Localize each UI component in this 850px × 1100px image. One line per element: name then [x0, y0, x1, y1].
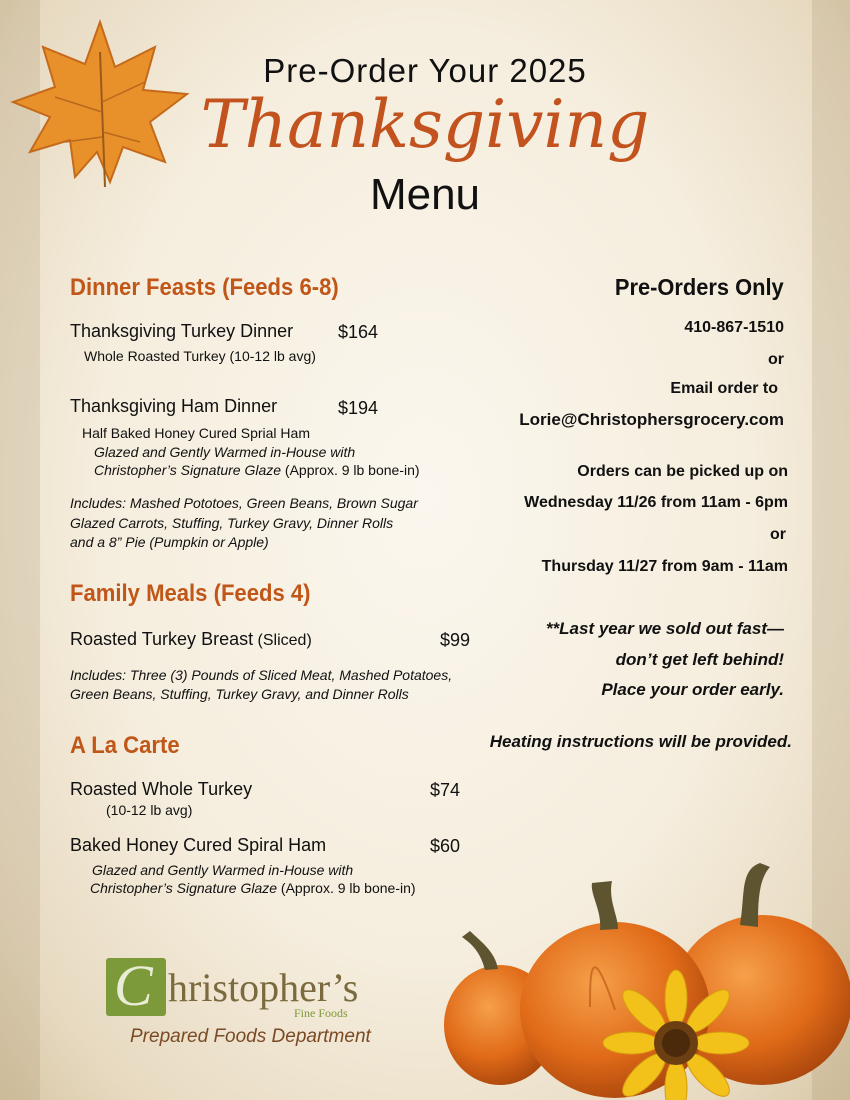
header-menu-line: Menu	[369, 170, 481, 219]
spiral-ham-desc2	[90, 879, 416, 897]
family-meals-heading: Family Meals (Feeds 4)	[70, 580, 311, 607]
turkey-dinner-desc: Whole Roasted Turkey (10-12 lb avg)	[84, 348, 316, 364]
preorders-heading: Pre-Orders Only	[615, 274, 784, 300]
dinner-feasts-heading: Dinner Feasts (Feeds 6-8)	[70, 274, 339, 301]
ham-dinner-desc3	[94, 461, 420, 479]
dinner-includes-line1: Includes: Mashed Pototoes, Green Beans, Brown Sugar	[70, 495, 418, 511]
turkey-dinner-name: Thanksgiving Turkey Dinner	[70, 321, 294, 341]
dinner-includes-line3: and a 8” Pie (Pumpkin or Apple)	[70, 534, 269, 550]
turkey-breast-label: Roasted Turkey Breast	[70, 629, 254, 649]
ham-dinner-desc1: Half Baked Honey Cured Sprial Ham	[82, 425, 310, 441]
spiral-ham-desc1: Glazed and Gently Warmed in-House with	[92, 862, 354, 878]
dinner-includes-line2: Glazed Carrots, Stuffing, Turkey Gravy, Dinner Rolls	[70, 515, 394, 531]
whole-turkey-desc: (10-12 lb avg)	[106, 802, 193, 818]
heating-note: Heating instructions will be provided.	[489, 732, 792, 751]
turkey-breast-price: $99	[440, 630, 471, 650]
logo-c-block	[106, 953, 166, 1018]
ham-dinner-price: $194	[338, 398, 379, 418]
ham-dinner-weight: (Approx. 9 lb bone-in)	[281, 462, 420, 478]
ham-dinner-glaze: Christopher’s Signature Glaze	[94, 462, 282, 478]
preorder-phone: 410-867-1510	[684, 319, 784, 336]
preorder-email-label	[478, 380, 778, 398]
a-la-carte-heading: A La Carte	[70, 732, 180, 759]
pumpkins-image	[440, 855, 850, 1100]
pickup-thursday: Thursday 11/27 from 9am - 11am	[541, 558, 788, 575]
soldout-note3: Place your order early.	[601, 680, 784, 699]
soldout-note1: **Last year we sold out fast—	[545, 619, 784, 638]
pickup-label: Orders can be picked up on	[577, 463, 788, 480]
spiral-ham-glaze: Christopher’s Signature Glaze	[90, 880, 278, 896]
whole-turkey-price: $74	[430, 780, 461, 800]
header-preorder-line: Pre-Order Your 2025	[263, 52, 587, 89]
turkey-breast-suffix: (Sliced)	[253, 632, 312, 649]
whole-turkey-name: Roasted Whole Turkey	[70, 779, 253, 799]
logo-name: hristopher’s	[168, 965, 359, 1010]
pickup-wednesday: Wednesday 11/26 from 11am - 6pm	[524, 494, 788, 511]
turkey-breast-name	[70, 629, 312, 650]
turkey-dinner-price: $164	[338, 322, 379, 342]
soldout-note2: don’t get left behind!	[615, 650, 784, 669]
email-label-text: Email order to	[670, 380, 778, 397]
spiral-ham-name: Baked Honey Cured Spiral Ham	[70, 835, 327, 855]
header-thanksgiving-title: Thanksgiving	[200, 86, 650, 163]
family-includes-line2: Green Beans, Stuffing, Turkey Gravy, and Dinner Rolls	[70, 686, 409, 702]
ham-dinner-desc2: Glazed and Gently Warmed in-House with	[94, 444, 356, 460]
prepared-foods-department: Prepared Foods Department	[130, 1026, 371, 1047]
logo-c-letter: C	[114, 953, 153, 1018]
logo-tagline: Fine Foods	[294, 1006, 348, 1020]
ham-dinner-name: Thanksgiving Ham Dinner	[70, 396, 278, 416]
spiral-ham-price: $60	[430, 836, 461, 856]
preorder-or1: or	[768, 351, 784, 368]
spiral-ham-weight: (Approx. 9 lb bone-in)	[277, 880, 416, 896]
pickup-or2: or	[770, 526, 786, 543]
preorder-email: Lorie@Christophersgrocery.com	[519, 410, 784, 429]
family-includes-line1: Includes: Three (3) Pounds of Sliced Meat, Mashed Potatoes,	[70, 667, 453, 683]
